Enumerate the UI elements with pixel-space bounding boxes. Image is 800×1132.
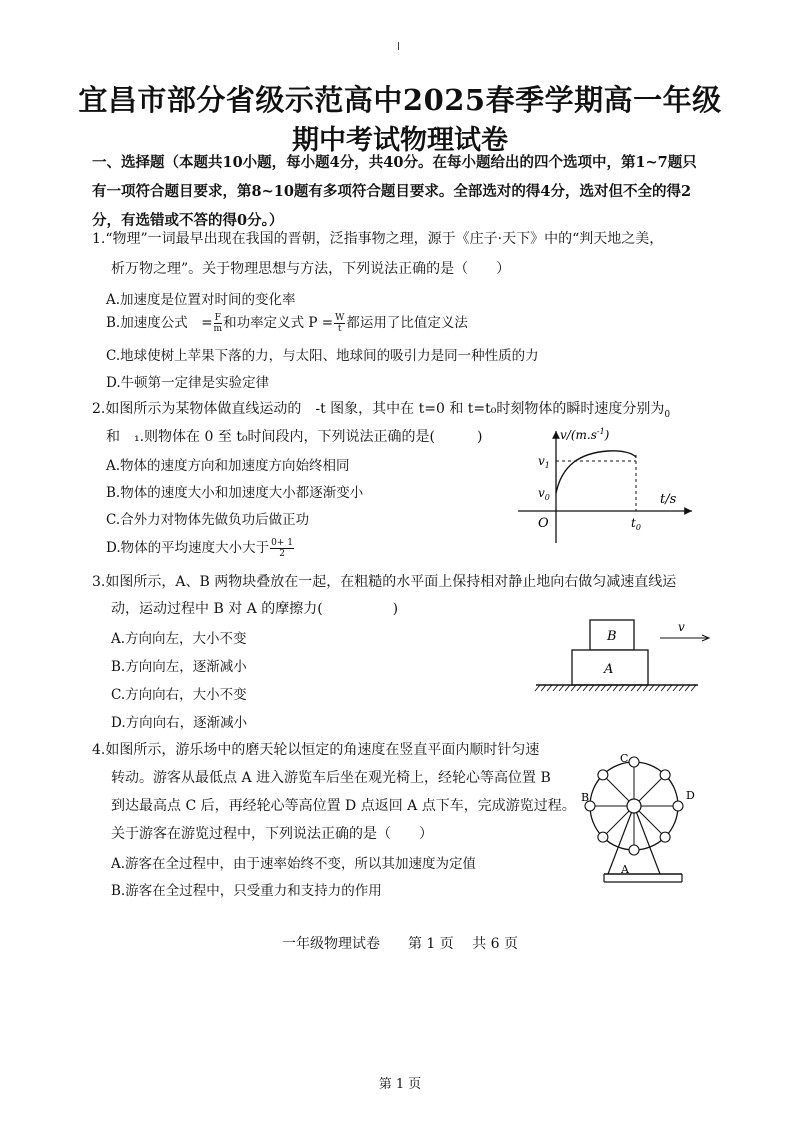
hatch-mark <box>667 685 672 691</box>
ferris-wheel <box>585 757 683 882</box>
page-number: 第 1 页 <box>378 1077 422 1092</box>
hatch-mark <box>547 685 552 691</box>
section-line: 一、选择题（本题共10小题，每小题4分，共40分。在每小题给出的四个选项中，第1~7题只 <box>92 154 697 171</box>
q3-option-a: A.方向向左，大小不变 <box>111 631 247 647</box>
fraction-v0-plus-v1-over-2: $\frac{0+ 1}{2}$ <box>271 538 293 559</box>
hatch-mark <box>619 685 624 691</box>
hatch-mark <box>553 685 558 691</box>
hatch-mark <box>601 685 606 691</box>
q3-stem-line1: 3.如图所示，A、B 两物块叠放在一起，在粗糙的水平面上保持相对静止地向右做匀减速直线运 <box>92 574 677 590</box>
q2-option-a: A.物体的速度方向和加速度方向始终相同 <box>106 458 350 474</box>
hatch-mark <box>589 685 594 691</box>
gondola <box>629 757 639 767</box>
q1-option-b-text: B.加速度公式 = <box>106 315 213 331</box>
q4-stem-line3: 到达最高点 C 后，再经轮心等高位置 D 点返回 A 点下车，完成游览过程。 <box>111 798 576 814</box>
page-footer: 一年级物理试卷 第 1 页 共 6 页 <box>281 936 519 952</box>
q4-option-a: A.游客在全过程中，由于速率始终不变，所以其加速度为定值 <box>111 856 477 872</box>
hatch-mark <box>625 685 630 691</box>
hatch-mark <box>541 685 546 691</box>
vt-graph <box>510 425 700 547</box>
gondola <box>660 770 670 780</box>
hatch-mark <box>571 685 576 691</box>
q3-option-b: B.方向向左，逐渐减小 <box>111 659 247 675</box>
q2-option-b: B.物体的速度大小和加速度大小都逐渐变小 <box>106 485 364 501</box>
hatch-mark <box>679 685 684 691</box>
point-c-label: C <box>620 752 629 765</box>
hatch-mark <box>661 685 666 691</box>
q3-stem-line2: 动，运动过程中 B 对 A 的摩擦力( ) <box>111 601 399 617</box>
hatch-mark <box>643 685 648 691</box>
gondola <box>598 832 608 842</box>
point-a-label: A <box>621 863 629 876</box>
q3-option-c: C.方向向右，大小不变 <box>111 687 247 703</box>
q1-stem-line2: 析万物之理”。关于物理思想与方法，下列说法正确的是（ ） <box>111 261 511 277</box>
gondola <box>660 832 670 842</box>
section-line: 有一项符合题目要求，第8~10题有多项符合题目要求。全部选对的得4分，选对但不全的得2 <box>92 183 692 200</box>
hatch-mark <box>649 685 654 691</box>
q1-option-d: D.牛顿第一定律是实验定律 <box>106 375 270 391</box>
v1-label: $v_1$ <box>538 454 550 470</box>
point-d-label: D <box>686 789 695 802</box>
q1-option-a: A.加速度是位置对时间的变化率 <box>106 292 296 308</box>
ferris-wheel-figure <box>578 748 698 890</box>
block-b-label: B <box>607 629 617 644</box>
section-line: 分，有选错或不答的得0分。） <box>92 212 284 229</box>
hatch-mark <box>631 685 636 691</box>
wheel-hub <box>627 799 641 813</box>
q2-stem-line1: 2.如图所示为某物体做直线运动的 -t 图象，其中在 t=0 和 t=t₀时刻物体的瞬时速度分别为$_0$ <box>92 401 671 420</box>
hatch-mark <box>613 685 618 691</box>
hatch-mark <box>637 685 642 691</box>
hatch-mark <box>685 685 690 691</box>
support-leg-right <box>634 806 660 874</box>
q4-stem-line2: 转动。游客从最低点 A 进入游览车后坐在观光椅上，经轮心等高位置 B <box>111 770 551 786</box>
section-instructions <box>92 148 712 235</box>
q4-option-b: B.游客在全过程中，只受重力和支持力的作用 <box>111 883 382 899</box>
hatch-mark <box>565 685 570 691</box>
gondola <box>629 845 639 855</box>
t0-label: $t_0$ <box>631 516 641 532</box>
hatch-mark <box>673 685 678 691</box>
blocks-figure <box>532 614 712 694</box>
hatch-mark <box>559 685 564 691</box>
q4-stem-line1: 4.如图所示，游乐场中的磨天轮以恒定的角速度在竖直平面内顺时针匀速 <box>92 742 540 758</box>
v0-label: $v_0$ <box>538 486 550 502</box>
velocity-curve <box>556 451 636 493</box>
q2-option-d: D.物体的平均速度大小大于 $\frac{0+ 1}{2}$ <box>106 538 293 559</box>
point-b-label: B <box>581 791 590 804</box>
origin-label: O <box>538 516 549 531</box>
x-axis-label: t/s <box>660 492 677 507</box>
hatch-mark <box>577 685 582 691</box>
q2-stem-line2: 和 ₁.则物体在 0 至 t₀时间段内，下列说法正确的是( ) <box>106 429 483 445</box>
q1-option-b: B.加速度公式 = $\frac{F}{m}$ 和功率定义式 P = $\frac{W}{t}$ 都运用了比值定义法 <box>106 313 468 334</box>
fraction-f-over-m: $\frac{F}{m}$ <box>213 313 223 334</box>
hatch-mark <box>535 685 540 691</box>
hatch-mark <box>595 685 600 691</box>
q1-option-c: C.地球使树上苹果下落的力，与太阳、地球间的吸引力是同一种性质的力 <box>106 348 539 364</box>
hatch-mark <box>655 685 660 691</box>
fraction-w-over-t: $\frac{W}{t}$ <box>335 313 345 334</box>
ground-hatching <box>535 685 696 691</box>
hatch-mark <box>607 685 612 691</box>
block-a-label: A <box>604 662 614 677</box>
gondola <box>673 801 683 811</box>
page-title: 宜昌市部分省级示范高中2025春季学期高一年级 <box>78 83 722 117</box>
q1-stem-line1: 1.“物理”一词最早出现在我国的晋朝，泛指事物之理，源于《庄子·天下》中的“判天地之美， <box>92 231 664 247</box>
page-subtitle: 期中考试物理试卷 <box>292 125 508 156</box>
y-axis-label: $v/(m.s^{-1})$ <box>560 427 610 442</box>
hatch-mark <box>691 685 696 691</box>
q4-stem-line4: 关于游客在游览过程中，下列说法正确的是（ ） <box>111 826 433 842</box>
q3-option-d: D.方向向右，逐渐减小 <box>111 715 248 731</box>
velocity-label: v <box>678 620 685 634</box>
q2-option-c: C.合外力对物体先做负功后做正功 <box>106 512 310 528</box>
top-tick-mark <box>398 42 399 50</box>
gondola <box>598 770 608 780</box>
hatch-mark <box>583 685 588 691</box>
